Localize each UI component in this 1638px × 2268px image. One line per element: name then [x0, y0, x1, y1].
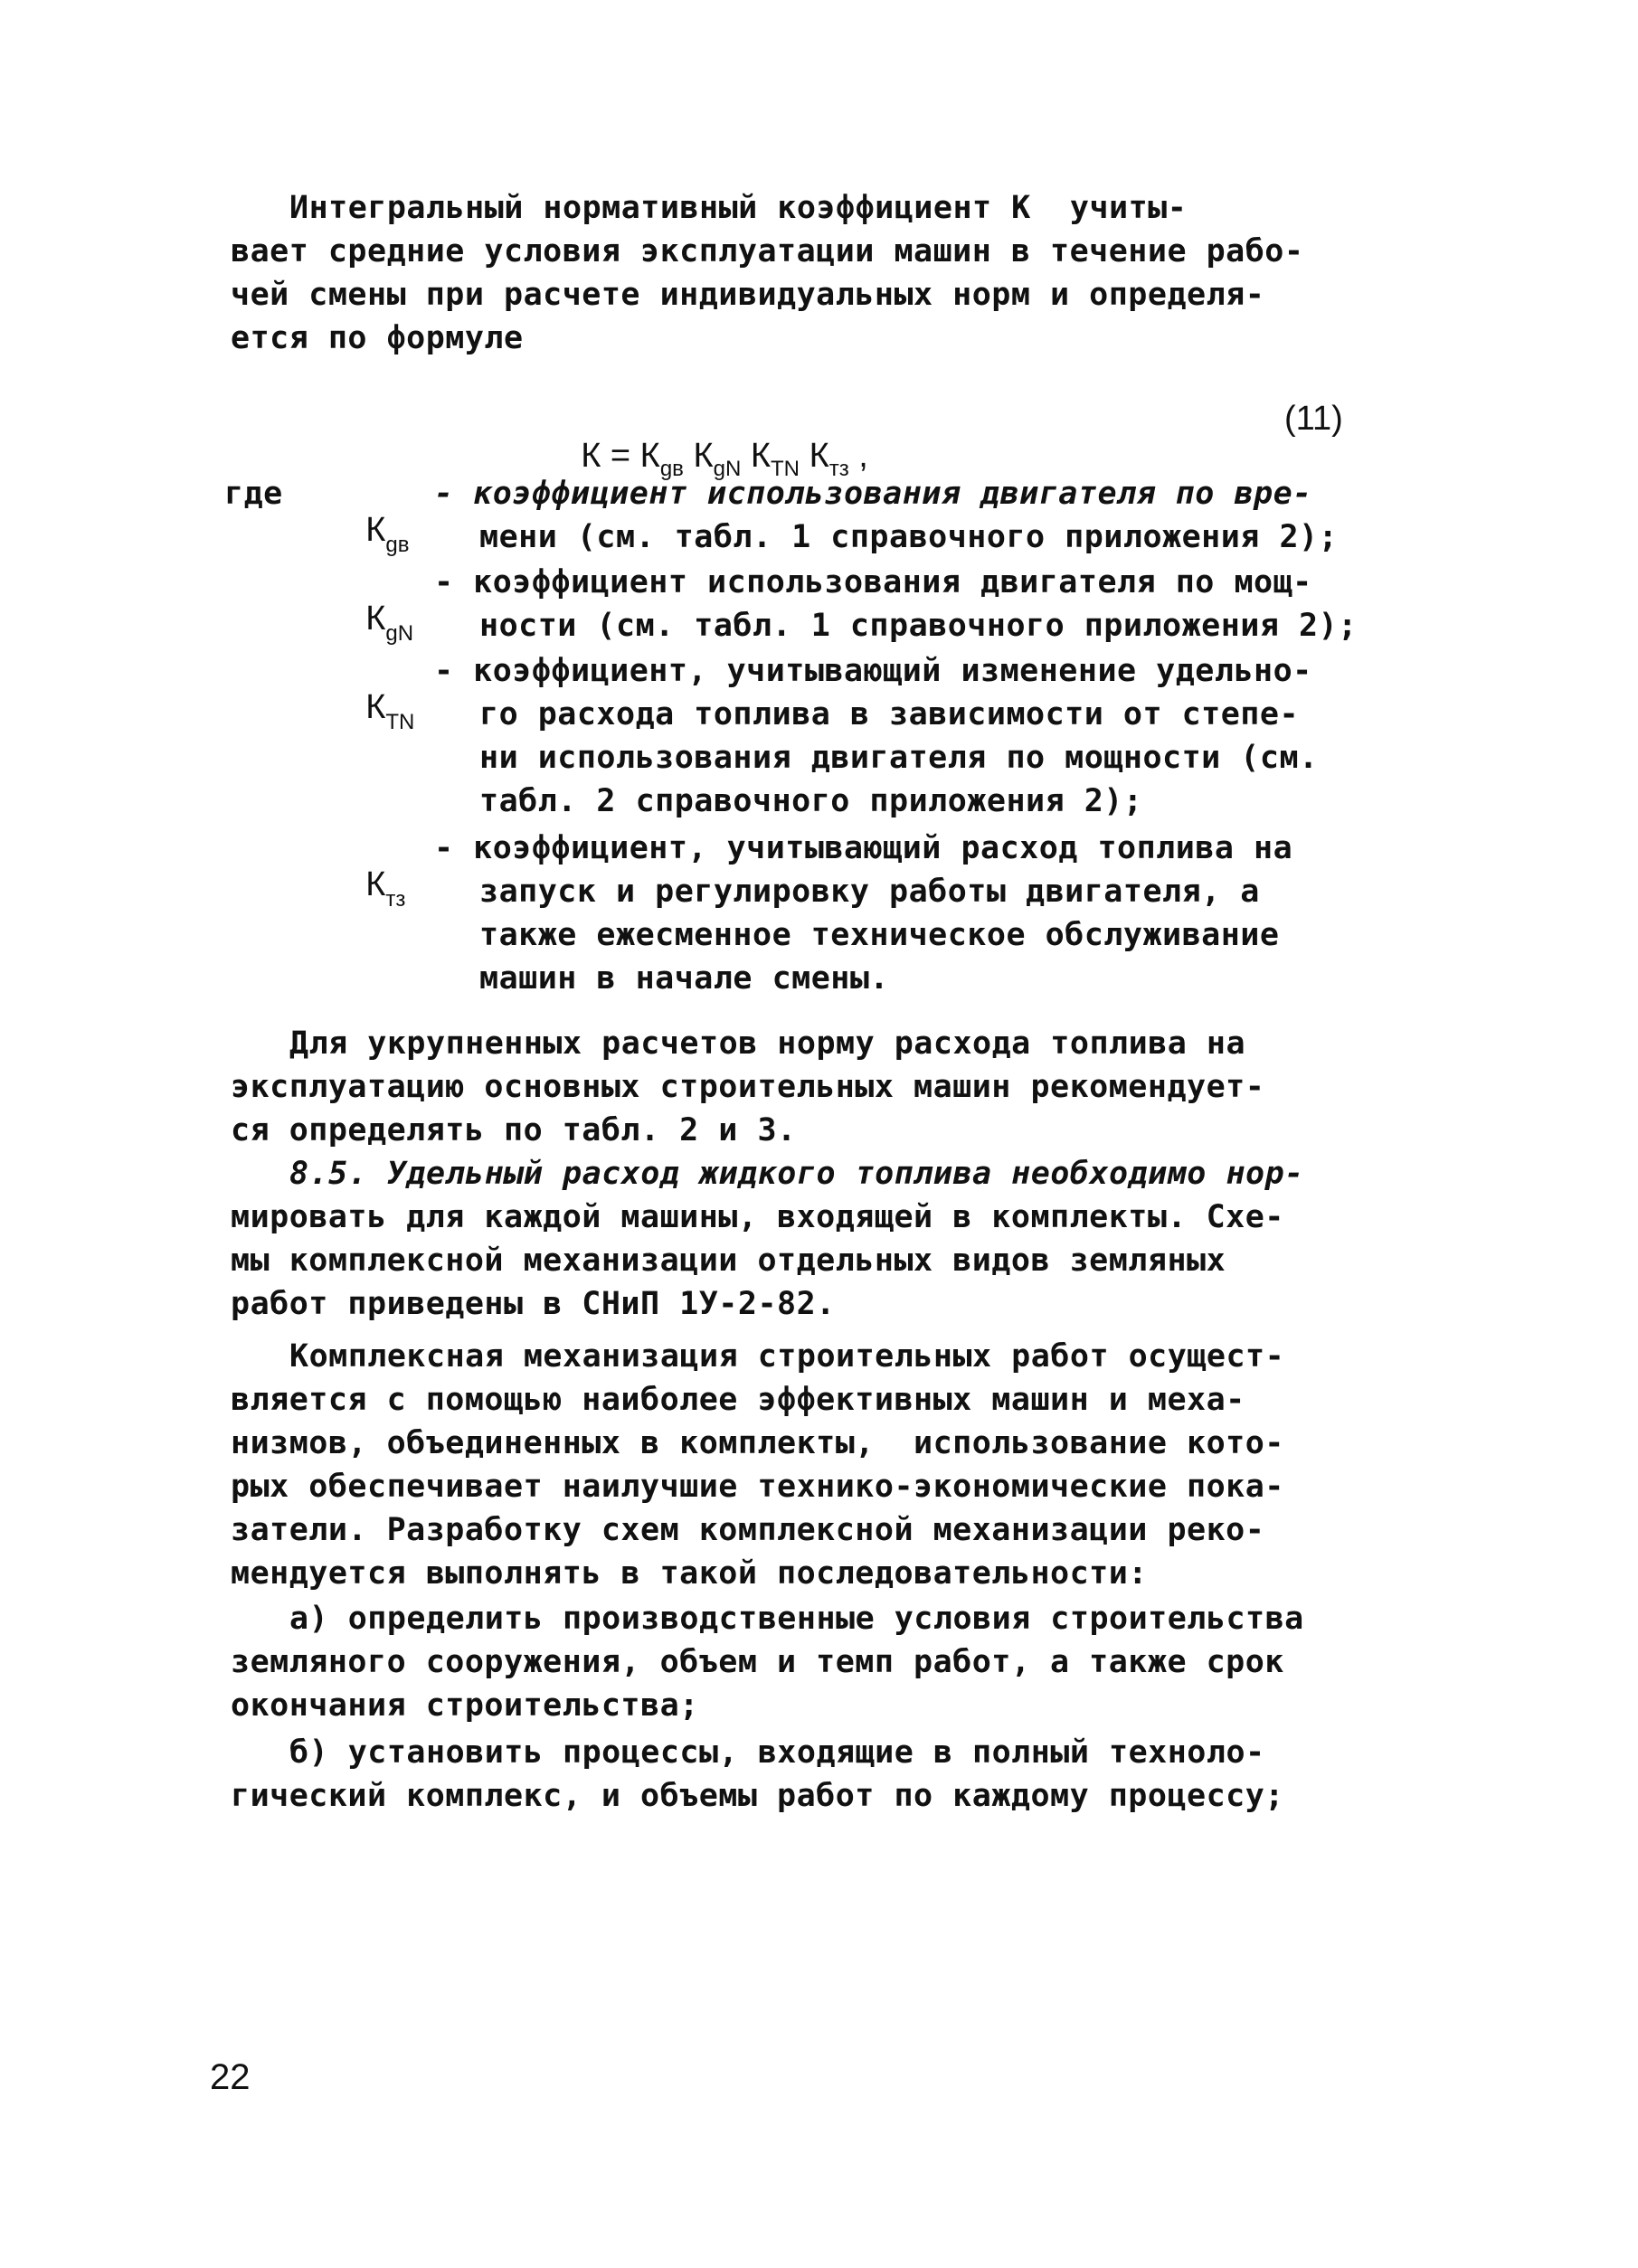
intro-line-2: вает средние условия эксплуатации машин в течение рабо- [231, 233, 1304, 269]
page-number: 22 [210, 2057, 251, 2097]
def-k-gv-line-1: - коэффициент использования двигателя по вре- [434, 476, 1312, 512]
def-k-tz-line-3: также ежесменное техническое обслуживание [479, 917, 1280, 953]
para3-line-1: 8.5. Удельный расход жидкого топлива необходимо нор- [289, 1156, 1304, 1192]
def-k-tz-line-4: машин в начале смены. [479, 960, 890, 997]
def-k-tn-line-4: табл. 2 справочного приложения 2); [479, 783, 1143, 819]
symbol-k-tn: $К_{ТN}$ [365, 688, 415, 734]
def-k-tn-line-1: - коэффициент, учитывающий изменение удельно- [434, 653, 1312, 689]
def-k-tn-line-3: ни использования двигателя по мощности (см. [479, 740, 1319, 776]
item-a-line-2: земляного сооружения, объем и темп работ, а также срок [231, 1644, 1284, 1680]
where-label: где [224, 476, 283, 512]
def-k-tz-line-2: запуск и регулировку работы двигателя, а [479, 874, 1260, 910]
def-k-tz-line-1: - коэффициент, учитывающий расход топлива на [434, 830, 1293, 866]
def-k-gv-line-2: мени (см. табл. 1 справочного приложения 2); [479, 519, 1339, 555]
para4-line-6: мендуется выполнять в такой последовательности: [231, 1555, 1148, 1592]
para4-line-4: рых обеспечивает наилучшие технико-экономические пока- [231, 1469, 1284, 1505]
def-k-gn-line-1: - коэффициент использования двигателя по мощ- [434, 564, 1312, 600]
para4-line-1: Комплексная механизация строительных работ осущест- [289, 1338, 1285, 1375]
symbol-k-gn: $К_{gN}$ [365, 600, 414, 646]
item-b-line-1: б) установить процессы, входящие в полный техноло- [289, 1734, 1265, 1771]
intro-line-3: чей смены при расчете индивидуальных норм и определя- [231, 277, 1265, 313]
item-a-line-1: а) определить производственные условия строительства [289, 1601, 1304, 1637]
def-k-gn-line-2: ности (см. табл. 1 справочного приложения 2); [479, 608, 1358, 644]
item-b-line-2: гический комплекс, и объемы работ по каждому процессу; [231, 1778, 1284, 1814]
para4-line-5: затели. Разработку схем комплексной механизации реко- [231, 1512, 1265, 1548]
formula-11: $К = К_{gв}$ $К_{gN}$ $К_{ТN}$ $К_{тз}$ , [581, 437, 868, 481]
para2-line-2: эксплуатацию основных строительных машин рекомендует- [231, 1069, 1265, 1105]
symbol-k-tz: $К_{тз}$ [365, 865, 406, 912]
para3-line-3: мы комплексной механизации отдельных видов земляных [231, 1243, 1226, 1279]
para4-line-2: вляется с помощью наиболее эффективных машин и меха- [231, 1382, 1245, 1418]
para4-line-3: низмов, объединенных в комплекты, использование кото- [231, 1425, 1284, 1461]
formula-number: (11) [1284, 400, 1343, 438]
item-a-line-3: окончания строительства; [231, 1687, 699, 1724]
para3-line-4: работ приведены в СНиП 1У-2-82. [231, 1286, 836, 1322]
intro-line-4: ется по формуле [231, 320, 524, 356]
symbol-k-gv: $К_{gв}$ [365, 511, 410, 557]
para3-line-2: мировать для каждой машины, входящей в комплекты. Схе- [231, 1199, 1284, 1235]
para2-line-1: Для укрупненных расчетов норму расхода топлива на [289, 1025, 1246, 1062]
def-k-tn-line-2: го расхода топлива в зависимости от степе- [479, 696, 1300, 732]
para2-line-3: ся определять по табл. 2 и 3. [231, 1112, 797, 1148]
intro-line-1: Интегральный нормативный коэффициент К учиты- [289, 190, 1188, 226]
